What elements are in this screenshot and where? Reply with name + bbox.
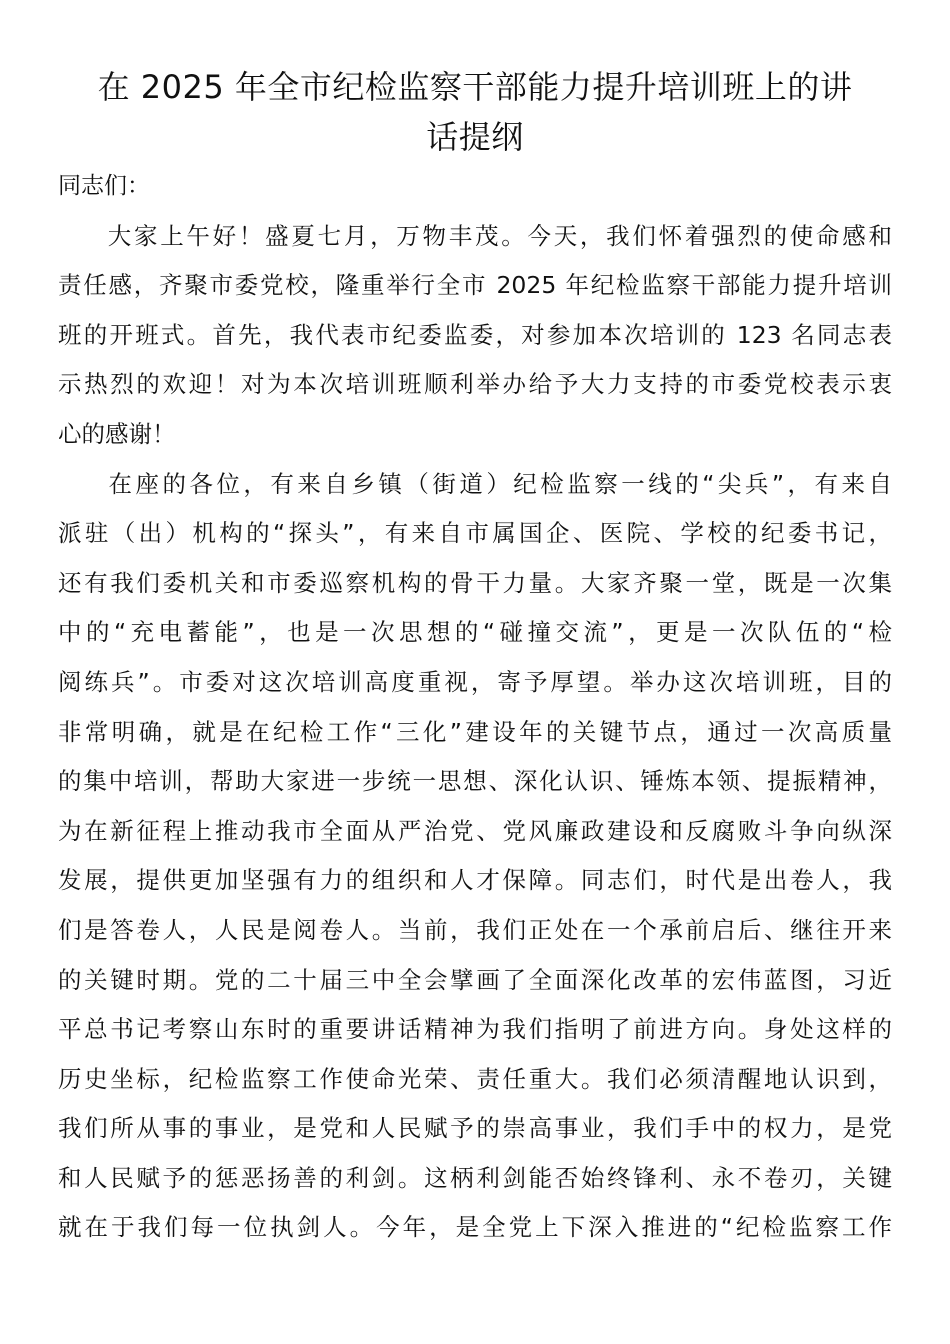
paragraph-line: 中的“充电蓄能”，也是一次思想的“碰撞交流”，更是一次队伍的“检 <box>58 618 892 647</box>
paragraph-line: 平总书记考察山东时的重要讲话精神为我们指明了前进方向。身处这样的 <box>58 1015 892 1044</box>
title-line-2: 话提纲 <box>426 118 524 156</box>
paragraph-line: 我们所从事的事业，是党和人民赋予的崇高事业，我们手中的权力，是党 <box>58 1114 892 1143</box>
paragraph-line: 示热烈的欢迎！对为本次培训班顺利举办给予大力支持的市委党校表示衷 <box>58 370 892 399</box>
document-page <box>58 62 892 1253</box>
paragraph-2 <box>58 460 892 1254</box>
paragraph-line: 历史坐标，纪检监察工作使命光荣、责任重大。我们必须清醒地认识到， <box>58 1064 892 1093</box>
paragraph-line: 班的开班式。首先，我代表市纪委监委，对参加本次培训的 123 名同志表 <box>58 320 892 349</box>
paragraph-line: 为在新征程上推动我市全面从严治党、党风廉政建设和反腐败斗争向纵深 <box>58 816 892 845</box>
paragraph-line: 责任感，齐聚市委党校，隆重举行全市 2025 年纪检监察干部能力提升培训 <box>58 271 892 300</box>
paragraph-line: 们是答卷人，人民是阅卷人。当前，我们正处在一个承前启后、继往开来 <box>58 915 892 944</box>
title-line-1: 在 2025 年全市纪检监察干部能力提升培训班上的讲 <box>97 68 853 106</box>
paragraph-line: 发展，提供更加坚强有力的组织和人才保障。同志们，时代是出卷人，我 <box>58 866 892 895</box>
paragraph-line: 就在于我们每一位执剑人。今年，是全党上下深入推进的“纪检监察工作 <box>58 1213 892 1242</box>
paragraph-line: 和人民赋予的惩恶扬善的利剑。这柄利剑能否始终锋利、永不卷刃，关键 <box>58 1163 892 1192</box>
paragraph-line: 非常明确，就是在纪检工作“三化”建设年的关键节点，通过一次高质量 <box>58 717 892 746</box>
paragraph-1 <box>58 212 892 460</box>
paragraph-line: 大家上午好！盛夏七月，万物丰茂。今天，我们怀着强烈的使命感和 <box>105 221 892 250</box>
document-title <box>58 62 892 162</box>
paragraph-line: 派驻（出）机构的“探头”，有来自市属国企、医院、学校的纪委书记， <box>58 519 892 548</box>
paragraph-line: 心的感谢！ <box>58 419 176 448</box>
paragraph-line: 的关键时期。党的二十届三中全会擘画了全面深化改革的宏伟蓝图，习近 <box>58 965 892 994</box>
paragraph-line: 的集中培训，帮助大家进一步统一思想、深化认识、锤炼本领、提振精神， <box>58 767 892 796</box>
paragraph-line: 还有我们委机关和市委巡察机构的骨干力量。大家齐聚一堂，既是一次集 <box>58 568 892 597</box>
paragraph-line: 阅练兵”。市委对这次培训高度重视，寄予厚望。举办这次培训班，目的 <box>58 667 892 696</box>
paragraph-line: 在座的各位，有来自乡镇（街道）纪检监察一线的“尖兵”，有来自 <box>105 469 892 498</box>
salutation: 同志们： <box>58 173 150 199</box>
